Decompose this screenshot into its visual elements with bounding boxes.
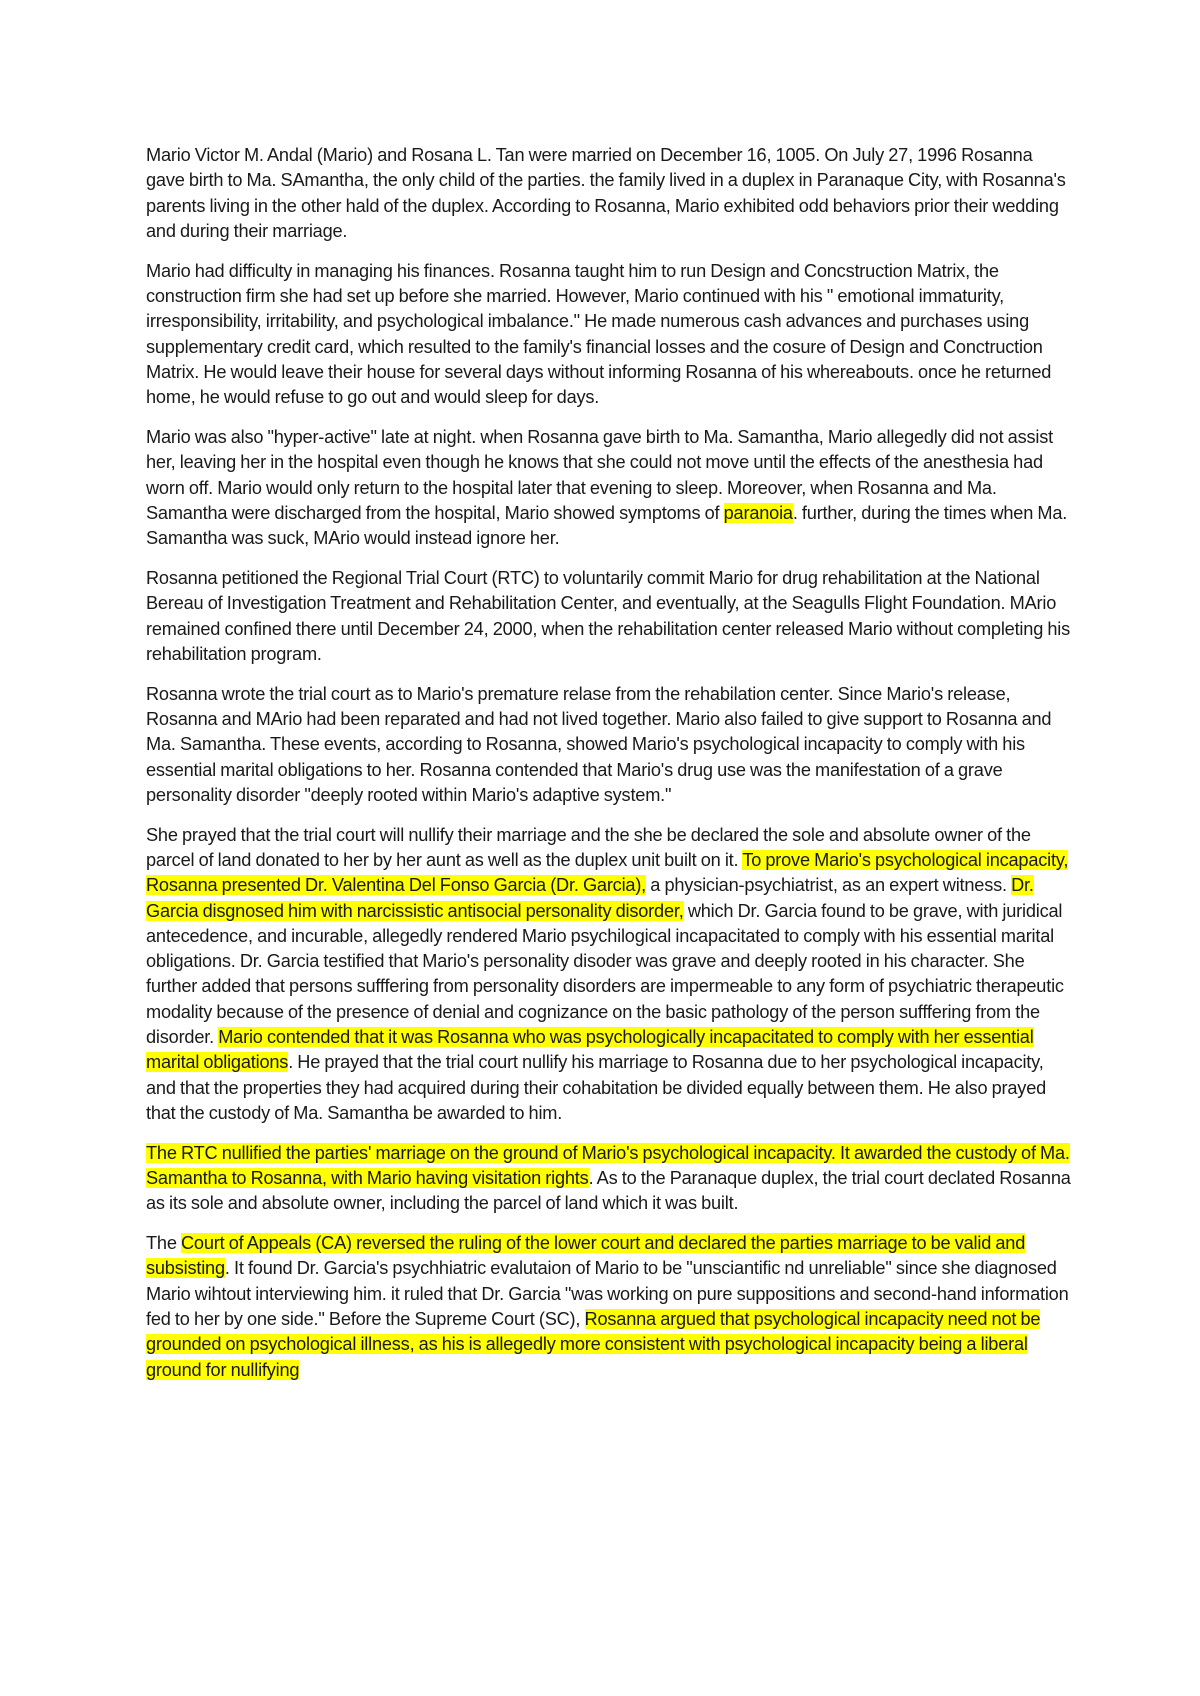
document-page bbox=[146, 143, 1071, 1397]
highlighted-text: paranoia bbox=[723, 502, 793, 523]
text-run: Rosanna petitioned the Regional Trial Court (RTC) to voluntarily commit Mario for drug rehabilitation at the National Bereau of Investigation Treatment and Rehabilitation Center, and eventually, at the Seagulls Flight Foundation. MArio remained confined there until December 24, 2000, when the rehabilitation center released Mario without completing his rehabilitation program. bbox=[146, 567, 1071, 664]
text-run: . It found Dr. Garcia's psychhiatric evalutaion of Mario to be "unsciantific nd unreliable" since she diagnosed Mario wihtout interviewing him. it ruled that Dr. Garcia "was working on pure suppositions and second-hand information fed to her by one side." Before the Supreme Court (SC), bbox=[146, 1258, 1069, 1329]
document-paragraph bbox=[146, 143, 1071, 244]
highlighted-text: Rosanna argued that psychological incapacity need not be grounded on psychological illness, as his is allegedly more consistent with psychological incapacity being a liberal ground for nullifying bbox=[146, 1308, 1041, 1380]
document-paragraph bbox=[146, 259, 1071, 411]
text-run: The bbox=[146, 1233, 181, 1254]
document-paragraph bbox=[146, 425, 1071, 551]
document-paragraph bbox=[146, 566, 1071, 667]
text-run: . As to the Paranaque duplex, the trial court declated Rosanna as its sole and absolute owner, including the parcel of land which it was built. bbox=[146, 1167, 1071, 1214]
text-run: Mario was also "hyper-active" late at night. when Rosanna gave birth to Ma. Samantha, Mario allegedly did not assist her, leaving her in the hospital even though he knows that she could not move until the effects of the anesthesia had worn off. Mario would only return to the hospital later that evening to sleep. Moreover, when Rosanna and Ma. Samantha were discharged from the hospital, Mario showed symptoms of bbox=[146, 426, 1053, 523]
text-run: . further, during the times when Ma. Samantha was suck, MArio would instead ignore her. bbox=[146, 502, 1068, 549]
text-run: Mario had difficulty in managing his finances. Rosanna taught him to run Design and Concstruction Matrix, the construction firm she had set up before she married. However, Mario continued with his " emotional immaturity, irresponsibility, irritability, and psychological imbalance." He made numerous cash advances and purchases using supplementary credit card, which resulted to the family's financial losses and the cosure of Design and Conctruction Matrix. He would leave their house for several days without informing Rosanna of his whereabouts. once he returned home, he would refuse to go out and would sleep for days. bbox=[146, 260, 1052, 408]
highlighted-text: Court of Appeals (CA) reversed the ruling of the lower court and declared the parties marriage to be valid and subsisting bbox=[146, 1233, 1026, 1279]
highlighted-text: The RTC nullified the parties' marriage on the ground of Mario's psychological incapacity. It awarded the custody of Ma. Samantha to Rosanna, with Mario having visitation rights bbox=[146, 1142, 1070, 1188]
document-paragraph bbox=[146, 823, 1071, 1127]
text-run: She prayed that the trial court will nullify their marriage and the she be declared the sole and absolute owner of the parcel of land donated to her by her aunt as well as the duplex unit built on it. bbox=[146, 824, 1031, 870]
text-run: . He prayed that the trial court nullify his marriage to Rosanna due to her psychological incapacity, and that the properties they had acquired during their cohabitation be divided equally between them. He also prayed that the custody of Ma. Samantha be awarded to him. bbox=[146, 1052, 1047, 1123]
text-run: which Dr. Garcia found to be grave, with juridical antecedence, and incurable, allegedly rendered Mario psychilogical incapacitated to comply with his essential marital obligations. Dr. Garcia testified that Mario's personality disoder was grave and deeply rooted in his character. She further added that persons sufffering from personality disorders are impermeable to any form of psychiatric therapeutic modality because of the presence of denial and cognizance on the basic pathology of the person sufffering from the disorder. bbox=[146, 900, 1064, 1047]
document-paragraph bbox=[146, 1231, 1071, 1383]
highlighted-text: Dr. Garcia disgnosed him with narcissistic antisocial personality disorder, bbox=[146, 875, 1034, 921]
text-run: Rosanna wrote the trial court as to Mario's premature relase from the rehabilation center. Since Mario's release, Rosanna and MArio had been reparated and had not lived together. Mario also failed to give support to Rosanna and Ma. Samantha. These events, according to Rosanna, showed Mario's psychological incapacity to comply with his essential marital obligations to her. Rosanna contended that Mario's drug use was the manifestation of a grave personality disorder "deeply rooted within Mario's adaptive system." bbox=[146, 683, 1052, 805]
text-run: a physician-psychiatrist, as an expert witness. bbox=[646, 875, 1012, 896]
text-run: Mario Victor M. Andal (Mario) and Rosana L. Tan were married on December 16, 1005. On July 27, 1996 Rosanna gave birth to Ma. SAmantha, the only child of the parties. the family lived in a duplex in Paranaque City, with Rosanna's parents living in the other hald of the duplex. According to Rosanna, Mario exhibited odd behaviors prior their wedding and during their marriage. bbox=[146, 145, 1066, 241]
document-paragraph bbox=[146, 682, 1071, 808]
highlighted-text: To prove Mario's psychological incapacity, Rosanna presented Dr. Valentina Del Fonso Garcia (Dr. Garcia), bbox=[146, 849, 1069, 896]
highlighted-text: Mario contended that it was Rosanna who was psychologically incapacitated to comply with her essential marital obligations bbox=[146, 1027, 1034, 1073]
document-paragraph bbox=[146, 1141, 1071, 1217]
